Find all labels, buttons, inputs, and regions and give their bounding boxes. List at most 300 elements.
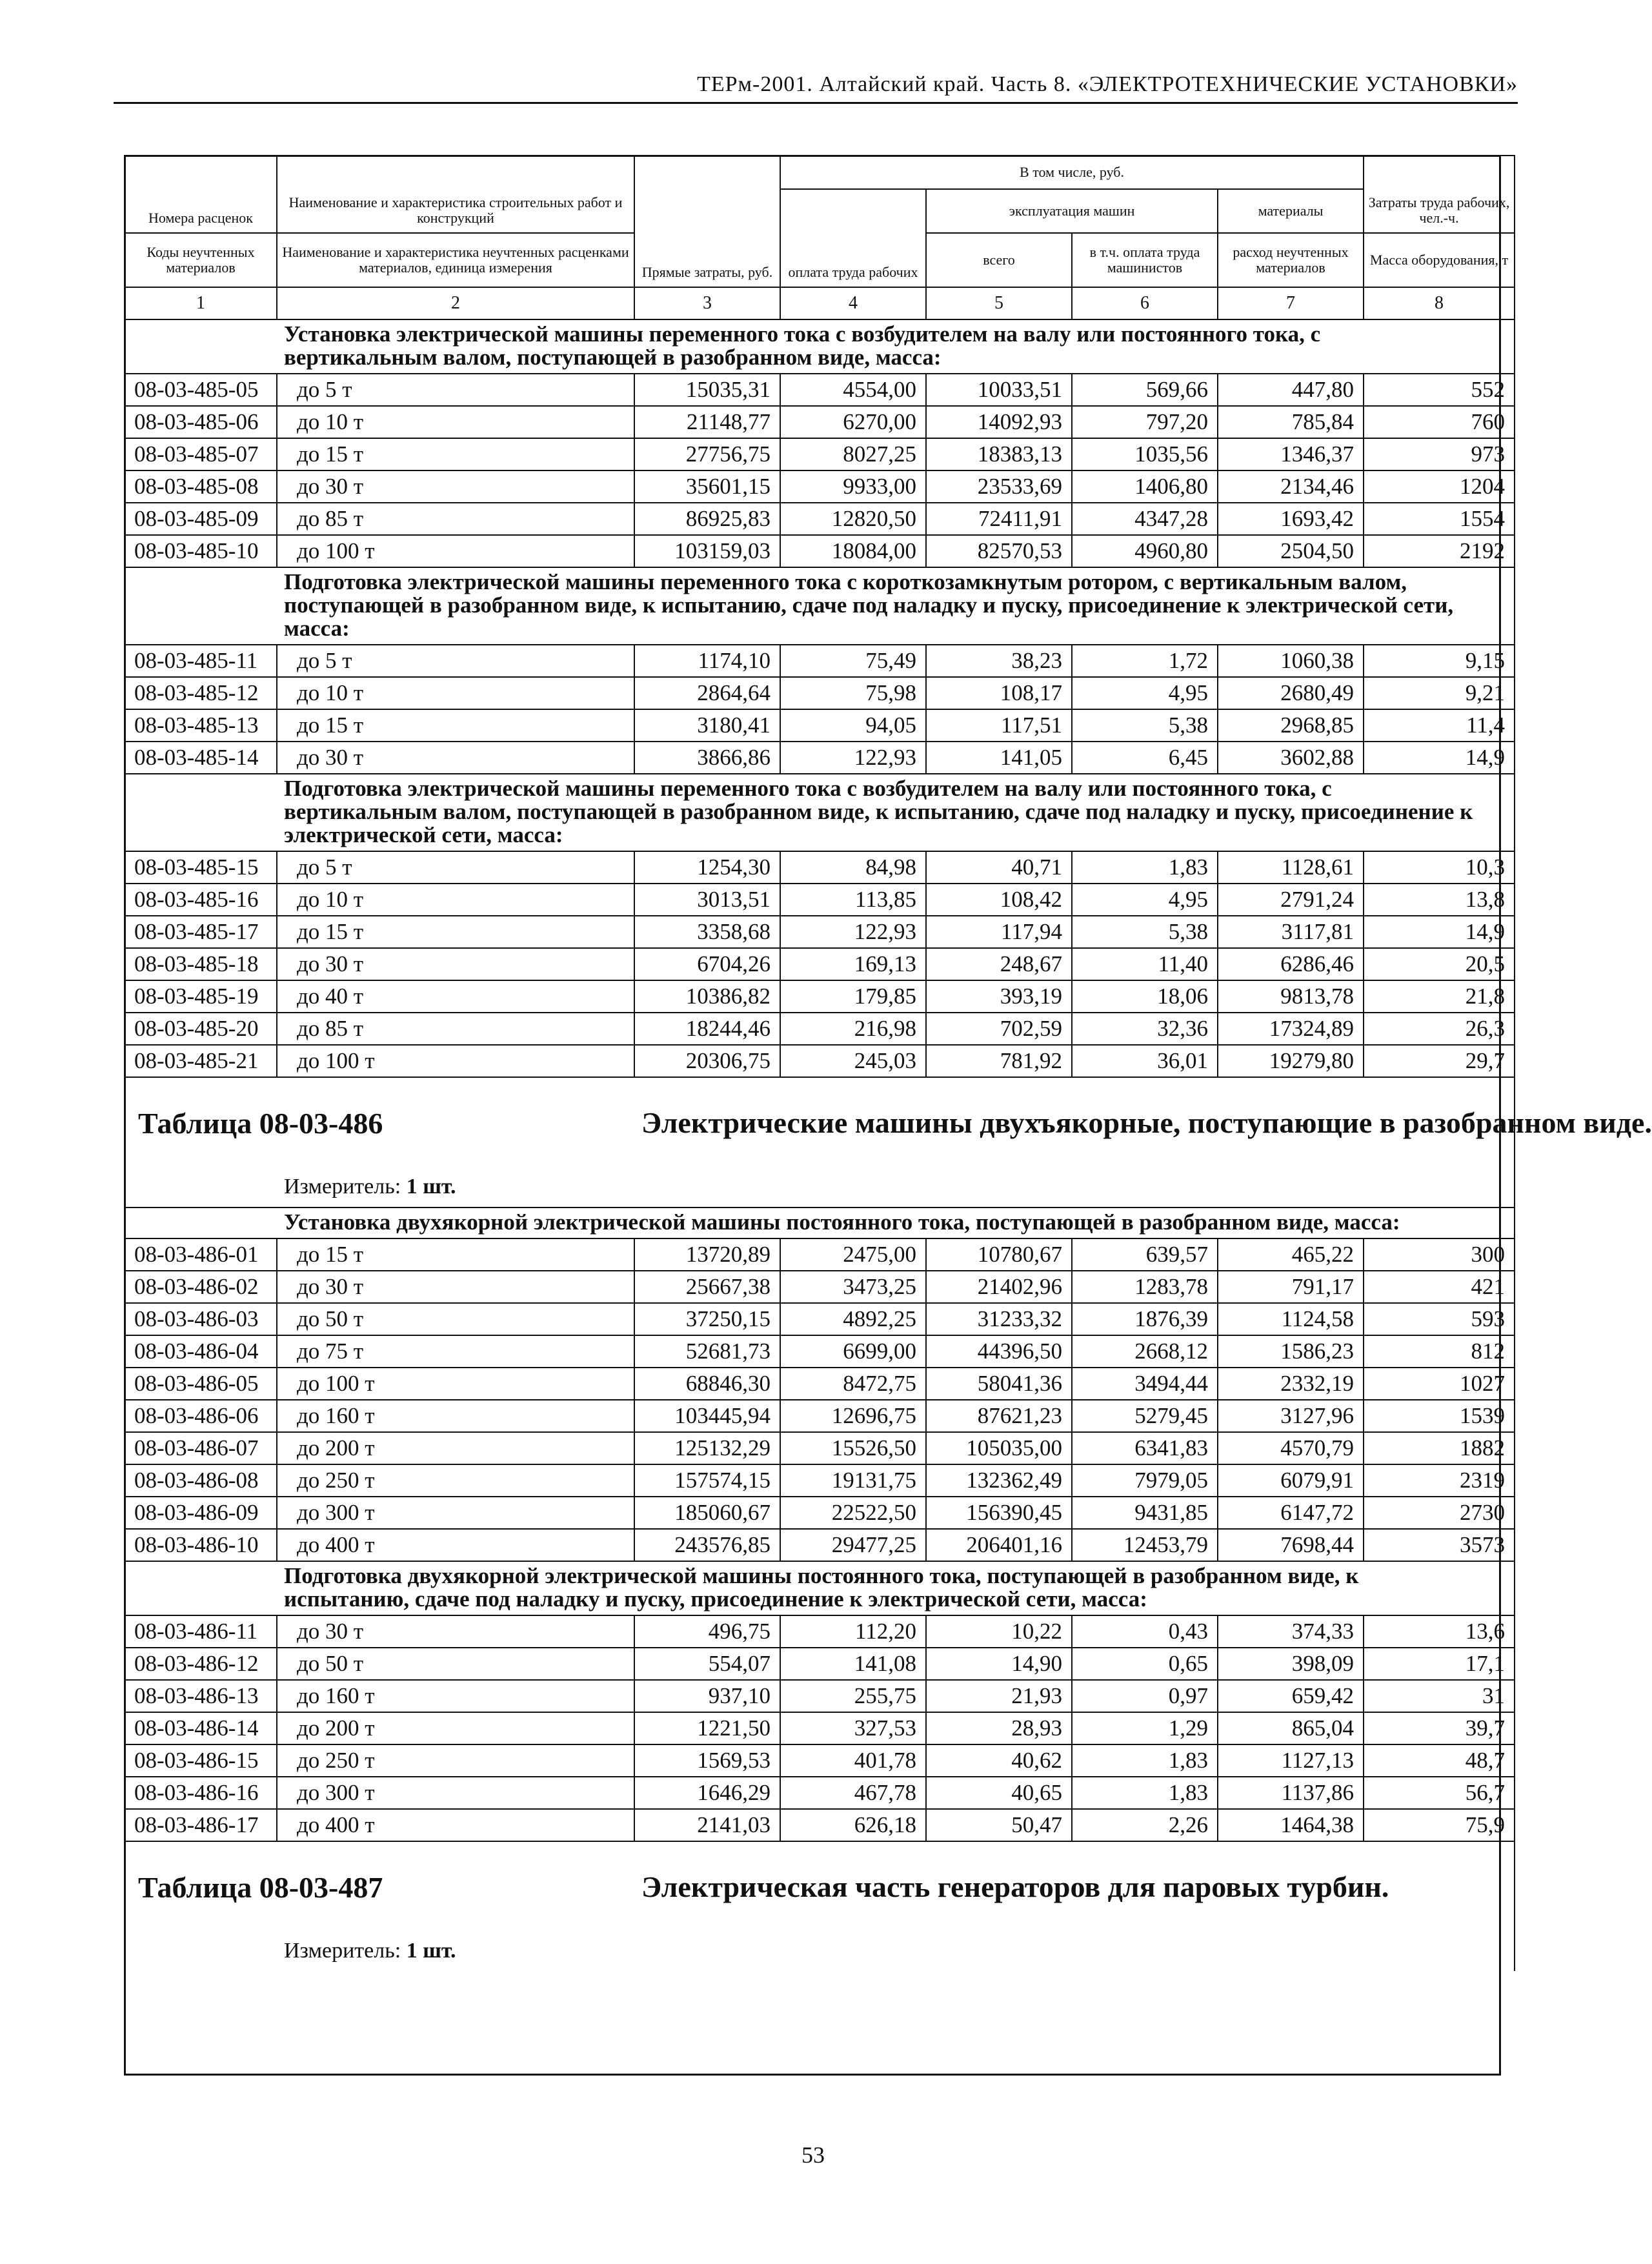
- table-row: [125, 1615, 1515, 1648]
- rate-code: 08-03-486-11: [125, 1615, 277, 1648]
- work-description: до 10 т: [277, 677, 634, 709]
- table-row: [125, 1013, 1515, 1045]
- table-row: [125, 1529, 1515, 1561]
- labor-or-mass: 17,1: [1364, 1648, 1515, 1680]
- materials-header: материалы: [1218, 189, 1364, 233]
- work-description: до 300 т: [277, 1777, 634, 1809]
- direct-costs: 496,75: [634, 1615, 780, 1648]
- materials: 3602,88: [1218, 742, 1364, 774]
- table-row: [125, 1045, 1515, 1077]
- direct-costs: 103445,94: [634, 1400, 780, 1432]
- materials: 7698,44: [1218, 1529, 1364, 1561]
- labor-wages: 113,85: [780, 884, 926, 916]
- machines-labor: 1,83: [1072, 1777, 1218, 1809]
- direct-costs: 1254,30: [634, 851, 780, 884]
- meter-label: Измеритель:: [284, 1939, 401, 1963]
- materials: 374,33: [1218, 1615, 1364, 1648]
- labor-wages: 401,78: [780, 1744, 926, 1777]
- materials: 398,09: [1218, 1648, 1364, 1680]
- direct-costs: 1569,53: [634, 1744, 780, 1777]
- rate-code: 08-03-485-15: [125, 851, 277, 884]
- labor-or-mass: 760: [1364, 406, 1515, 438]
- rate-code: 08-03-486-05: [125, 1368, 277, 1400]
- materials: 1137,86: [1218, 1777, 1364, 1809]
- machines-total: 82570,53: [926, 535, 1072, 567]
- direct-costs: 3358,68: [634, 916, 780, 948]
- materials: 1124,58: [1218, 1303, 1364, 1335]
- materials: 6079,91: [1218, 1464, 1364, 1497]
- materials: 465,22: [1218, 1238, 1364, 1271]
- rate-code: 08-03-485-11: [125, 645, 277, 677]
- labor-wages: 112,20: [780, 1615, 926, 1648]
- labor-wages: 626,18: [780, 1809, 926, 1841]
- section-row: [125, 1561, 1515, 1615]
- labor-or-mass: 552: [1364, 374, 1515, 406]
- table-row: [125, 1368, 1515, 1400]
- machines-total: 781,92: [926, 1045, 1072, 1077]
- table-row: [125, 1400, 1515, 1432]
- rate-code: 08-03-485-06: [125, 406, 277, 438]
- column-number: 3: [634, 287, 780, 319]
- labor-header: оплата труда рабочих: [780, 189, 926, 287]
- labor-or-mass: 593: [1364, 1303, 1515, 1335]
- machines-total: 40,62: [926, 1744, 1072, 1777]
- labor-wages: 12696,75: [780, 1400, 926, 1432]
- rate-code: 08-03-486-07: [125, 1432, 277, 1464]
- labor-or-mass: 300: [1364, 1238, 1515, 1271]
- table-row: [125, 1648, 1515, 1680]
- labor-wages: 122,93: [780, 916, 926, 948]
- direct-costs: 1646,29: [634, 1777, 780, 1809]
- machines-labor-header: в т.ч. оплата труда машинистов: [1072, 233, 1218, 287]
- labor-or-mass: 1204: [1364, 470, 1515, 503]
- machines-total: 393,19: [926, 980, 1072, 1013]
- labor-or-mass: 14,9: [1364, 916, 1515, 948]
- section-title: Подготовка двухякорной электрической машины постоянного тока, поступающей в разобранном виде, к испытанию, сдаче под наладку и пуску, присоединение к электрической сети, масса:: [125, 1561, 1515, 1615]
- materials: 1127,13: [1218, 1744, 1364, 1777]
- labor-wages: 75,49: [780, 645, 926, 677]
- materials: 2134,46: [1218, 470, 1364, 503]
- materials: 6286,46: [1218, 948, 1364, 980]
- work-description: до 85 т: [277, 1013, 634, 1045]
- machines-total: 21402,96: [926, 1271, 1072, 1303]
- table-row: [125, 406, 1515, 438]
- machines-labor: 4,95: [1072, 677, 1218, 709]
- machines-total: 156390,45: [926, 1497, 1072, 1529]
- rate-code: 08-03-485-21: [125, 1045, 277, 1077]
- machines-labor: 639,57: [1072, 1238, 1218, 1271]
- rates-table: [124, 155, 1652, 1971]
- table-row: [125, 374, 1515, 406]
- machines-labor: 6341,83: [1072, 1432, 1218, 1464]
- work-description: до 200 т: [277, 1432, 634, 1464]
- table-row: [125, 1464, 1515, 1497]
- labor-wages: 75,98: [780, 677, 926, 709]
- section-title: Установка двухякорной электрической машины постоянного тока, поступающей в разобранном виде, масса:: [125, 1208, 1515, 1238]
- group-header: В том числе, руб.: [780, 156, 1364, 189]
- table-row: [125, 742, 1515, 774]
- labor-or-mass: 2319: [1364, 1464, 1515, 1497]
- work-description: до 15 т: [277, 438, 634, 470]
- labor-or-mass: 21,8: [1364, 980, 1515, 1013]
- direct-costs: 21148,77: [634, 406, 780, 438]
- direct-costs: 3866,86: [634, 742, 780, 774]
- table-number: Таблица 08-03-487: [138, 1871, 383, 1904]
- table-heading-row: [125, 1077, 1515, 1208]
- labor-wages: 29477,25: [780, 1529, 926, 1561]
- machines-total: 40,71: [926, 851, 1072, 884]
- machines-total: 10780,67: [926, 1238, 1072, 1271]
- machines-total: 31233,32: [926, 1303, 1072, 1335]
- machines-labor: 4,95: [1072, 884, 1218, 916]
- column-number: 4: [780, 287, 926, 319]
- column-number: 2: [277, 287, 634, 319]
- rate-code: 08-03-485-16: [125, 884, 277, 916]
- work-description: до 10 т: [277, 884, 634, 916]
- labor-or-mass: 2730: [1364, 1497, 1515, 1529]
- work-description: до 5 т: [277, 374, 634, 406]
- machines-labor: 5279,45: [1072, 1400, 1218, 1432]
- materials: 659,42: [1218, 1680, 1364, 1712]
- materials: 791,17: [1218, 1271, 1364, 1303]
- materials: 785,84: [1218, 406, 1364, 438]
- table-heading: [125, 1077, 1652, 1208]
- work-description: до 400 т: [277, 1809, 634, 1841]
- table-heading: [125, 1841, 1515, 1971]
- machines-total-header: всего: [926, 233, 1072, 287]
- rate-code: 08-03-485-18: [125, 948, 277, 980]
- labor-or-mass: 48,7: [1364, 1744, 1515, 1777]
- materials: 2332,19: [1218, 1368, 1364, 1400]
- rate-code: 08-03-486-02: [125, 1271, 277, 1303]
- machines-header: эксплуатация машин: [926, 189, 1218, 233]
- materials: 1128,61: [1218, 851, 1364, 884]
- materials: 3117,81: [1218, 916, 1364, 948]
- section-title: Подготовка электрической машины переменного тока с возбудителем на валу или постоянного тока, с вертикальным валом, поступающей в разобранном виде, к испытанию, сдаче под наладку и пуску, присоединение к электрической сети, масса:: [125, 774, 1515, 851]
- materials: 2791,24: [1218, 884, 1364, 916]
- table-row: [125, 916, 1515, 948]
- table-row: [125, 1303, 1515, 1335]
- column-number: 5: [926, 287, 1072, 319]
- materials: 2680,49: [1218, 677, 1364, 709]
- direct-costs: 52681,73: [634, 1335, 780, 1368]
- machines-labor: 1,83: [1072, 1744, 1218, 1777]
- col1-subheader: Коды неучтенных материалов: [125, 233, 277, 287]
- table-row: [125, 503, 1515, 535]
- work-description: до 200 т: [277, 1712, 634, 1744]
- col3-header: Прямые затраты, руб.: [634, 156, 780, 287]
- machines-labor: 0,43: [1072, 1615, 1218, 1648]
- materials: 3127,96: [1218, 1400, 1364, 1432]
- work-description: до 100 т: [277, 535, 634, 567]
- materials: 1464,38: [1218, 1809, 1364, 1841]
- labor-or-mass: 29,7: [1364, 1045, 1515, 1077]
- direct-costs: 6704,26: [634, 948, 780, 980]
- labor-or-mass: 1027: [1364, 1368, 1515, 1400]
- labor-wages: 141,08: [780, 1648, 926, 1680]
- machines-labor: 3494,44: [1072, 1368, 1218, 1400]
- work-description: до 250 т: [277, 1464, 634, 1497]
- rate-code: 08-03-485-20: [125, 1013, 277, 1045]
- table-row: [125, 535, 1515, 567]
- machines-labor: 12453,79: [1072, 1529, 1218, 1561]
- column-numbers-row: [125, 287, 1515, 319]
- work-description: до 30 т: [277, 1271, 634, 1303]
- work-description: до 5 т: [277, 645, 634, 677]
- table-heading-row: [125, 1841, 1515, 1971]
- table-meter: [284, 1939, 456, 1963]
- labor-wages: 22522,50: [780, 1497, 926, 1529]
- page-number: 53: [801, 2142, 825, 2168]
- section-row: [125, 567, 1515, 645]
- direct-costs: 10386,82: [634, 980, 780, 1013]
- rate-code: 08-03-485-05: [125, 374, 277, 406]
- labor-wages: 2475,00: [780, 1238, 926, 1271]
- work-description: до 5 т: [277, 851, 634, 884]
- direct-costs: 243576,85: [634, 1529, 780, 1561]
- rate-code: 08-03-485-07: [125, 438, 277, 470]
- labor-or-mass: 3573: [1364, 1529, 1515, 1561]
- machines-total: 38,23: [926, 645, 1072, 677]
- work-description: до 400 т: [277, 1529, 634, 1561]
- direct-costs: 27756,75: [634, 438, 780, 470]
- rate-code: 08-03-485-12: [125, 677, 277, 709]
- labor-or-mass: 13,6: [1364, 1615, 1515, 1648]
- machines-total: 117,51: [926, 709, 1072, 742]
- table-row: [125, 1335, 1515, 1368]
- meter-label: Измеритель:: [284, 1175, 401, 1198]
- column-number: 8: [1364, 287, 1515, 319]
- labor-wages: 12820,50: [780, 503, 926, 535]
- materials: 2504,50: [1218, 535, 1364, 567]
- direct-costs: 68846,30: [634, 1368, 780, 1400]
- work-description: до 160 т: [277, 1680, 634, 1712]
- rate-code: 08-03-485-08: [125, 470, 277, 503]
- labor-or-mass: 26,3: [1364, 1013, 1515, 1045]
- labor-wages: 169,13: [780, 948, 926, 980]
- col1-header: Номера расценок: [125, 156, 277, 233]
- labor-wages: 4892,25: [780, 1303, 926, 1335]
- running-header: ТЕРм-2001. Алтайский край. Часть 8. «ЭЛЕКТРОТЕХНИЧЕСКИЕ УСТАНОВКИ»: [697, 72, 1518, 96]
- table-row: [125, 1497, 1515, 1529]
- labor-wages: 4554,00: [780, 374, 926, 406]
- labor-wages: 8472,75: [780, 1368, 926, 1400]
- work-description: до 30 т: [277, 948, 634, 980]
- col2-subheader: Наименование и характеристика неучтенных расценками материалов, единица измерения: [277, 233, 634, 287]
- materials: 17324,89: [1218, 1013, 1364, 1045]
- materials: 19279,80: [1218, 1045, 1364, 1077]
- meter-value: 1 шт.: [406, 1175, 456, 1198]
- table-row: [125, 851, 1515, 884]
- labor-wages: 467,78: [780, 1777, 926, 1809]
- work-description: до 15 т: [277, 1238, 634, 1271]
- machines-labor: 32,36: [1072, 1013, 1218, 1045]
- column-number: 6: [1072, 287, 1218, 319]
- labor-or-mass: 13,8: [1364, 884, 1515, 916]
- work-description: до 50 т: [277, 1303, 634, 1335]
- machines-total: 702,59: [926, 1013, 1072, 1045]
- rate-code: 08-03-486-04: [125, 1335, 277, 1368]
- table-row: [125, 645, 1515, 677]
- labor-or-mass: 812: [1364, 1335, 1515, 1368]
- rate-code: 08-03-486-16: [125, 1777, 277, 1809]
- rate-code: 08-03-486-14: [125, 1712, 277, 1744]
- machines-labor: 0,65: [1072, 1648, 1218, 1680]
- machines-labor: 9431,85: [1072, 1497, 1218, 1529]
- table-row: [125, 1809, 1515, 1841]
- work-description: до 75 т: [277, 1335, 634, 1368]
- labor-wages: 255,75: [780, 1680, 926, 1712]
- machines-total: 21,93: [926, 1680, 1072, 1712]
- col8-header: Затраты труда рабочих, чел.-ч.: [1364, 156, 1515, 233]
- machines-labor: 797,20: [1072, 406, 1218, 438]
- labor-wages: 18084,00: [780, 535, 926, 567]
- labor-or-mass: 1554: [1364, 503, 1515, 535]
- rate-code: 08-03-485-19: [125, 980, 277, 1013]
- table-row: [125, 470, 1515, 503]
- work-description: до 100 т: [277, 1045, 634, 1077]
- rate-code: 08-03-486-06: [125, 1400, 277, 1432]
- section-row: [125, 774, 1515, 851]
- labor-wages: 216,98: [780, 1013, 926, 1045]
- direct-costs: 2141,03: [634, 1809, 780, 1841]
- rate-code: 08-03-486-09: [125, 1497, 277, 1529]
- labor-or-mass: 9,21: [1364, 677, 1515, 709]
- section-title: Установка электрической машины переменного тока с возбудителем на валу или постоянного тока, с вертикальным валом, поступающей в разобранном виде, масса:: [125, 319, 1515, 374]
- materials: 1693,42: [1218, 503, 1364, 535]
- machines-labor: 36,01: [1072, 1045, 1218, 1077]
- machines-total: 108,42: [926, 884, 1072, 916]
- work-description: до 300 т: [277, 1497, 634, 1529]
- rate-code: 08-03-485-14: [125, 742, 277, 774]
- work-description: до 50 т: [277, 1648, 634, 1680]
- machines-labor: 5,38: [1072, 916, 1218, 948]
- work-description: до 15 т: [277, 916, 634, 948]
- labor-wages: 245,03: [780, 1045, 926, 1077]
- direct-costs: 13720,89: [634, 1238, 780, 1271]
- labor-wages: 3473,25: [780, 1271, 926, 1303]
- table-row: [125, 1777, 1515, 1809]
- rate-code: 08-03-485-09: [125, 503, 277, 535]
- direct-costs: 2864,64: [634, 677, 780, 709]
- machines-labor: 4960,80: [1072, 535, 1218, 567]
- rate-code: 08-03-486-10: [125, 1529, 277, 1561]
- labor-or-mass: 10,3: [1364, 851, 1515, 884]
- machines-total: 44396,50: [926, 1335, 1072, 1368]
- labor-or-mass: 56,7: [1364, 1777, 1515, 1809]
- direct-costs: 937,10: [634, 1680, 780, 1712]
- section-row: [125, 319, 1515, 374]
- machines-labor: 5,38: [1072, 709, 1218, 742]
- rate-code: 08-03-486-12: [125, 1648, 277, 1680]
- materials: 2968,85: [1218, 709, 1364, 742]
- direct-costs: 103159,03: [634, 535, 780, 567]
- machines-total: 23533,69: [926, 470, 1072, 503]
- direct-costs: 1221,50: [634, 1712, 780, 1744]
- machines-labor: 0,97: [1072, 1680, 1218, 1712]
- rate-code: 08-03-485-13: [125, 709, 277, 742]
- table-row: [125, 1744, 1515, 1777]
- column-number: 1: [125, 287, 277, 319]
- table-title: Электрические машины двухъякорные, поступающие в разобранном виде.: [641, 1106, 1652, 1139]
- machines-total: 206401,16: [926, 1529, 1072, 1561]
- table-row: [125, 1712, 1515, 1744]
- work-description: до 10 т: [277, 406, 634, 438]
- table-number: Таблица 08-03-486: [138, 1107, 383, 1140]
- table-row: [125, 1432, 1515, 1464]
- materials: 1586,23: [1218, 1335, 1364, 1368]
- labor-wages: 94,05: [780, 709, 926, 742]
- direct-costs: 86925,83: [634, 503, 780, 535]
- table-row: [125, 1271, 1515, 1303]
- direct-costs: 35601,15: [634, 470, 780, 503]
- machines-total: 248,67: [926, 948, 1072, 980]
- table-row: [125, 1238, 1515, 1271]
- direct-costs: 185060,67: [634, 1497, 780, 1529]
- machines-labor: 1283,78: [1072, 1271, 1218, 1303]
- machines-labor: 1035,56: [1072, 438, 1218, 470]
- machines-total: 87621,23: [926, 1400, 1072, 1432]
- machines-total: 50,47: [926, 1809, 1072, 1841]
- direct-costs: 3180,41: [634, 709, 780, 742]
- machines-total: 14092,93: [926, 406, 1072, 438]
- work-description: до 30 т: [277, 742, 634, 774]
- machines-labor: 1876,39: [1072, 1303, 1218, 1335]
- labor-wages: 122,93: [780, 742, 926, 774]
- rate-code: 08-03-486-01: [125, 1238, 277, 1271]
- table-row: [125, 709, 1515, 742]
- table-row: [125, 884, 1515, 916]
- materials: 1346,37: [1218, 438, 1364, 470]
- materials: 1060,38: [1218, 645, 1364, 677]
- machines-labor: 569,66: [1072, 374, 1218, 406]
- machines-total: 14,90: [926, 1648, 1072, 1680]
- machines-labor: 1406,80: [1072, 470, 1218, 503]
- rate-code: 08-03-486-03: [125, 1303, 277, 1335]
- direct-costs: 37250,15: [634, 1303, 780, 1335]
- labor-or-mass: 14,9: [1364, 742, 1515, 774]
- labor-wages: 6699,00: [780, 1335, 926, 1368]
- materials: 9813,78: [1218, 980, 1364, 1013]
- labor-or-mass: 2192: [1364, 535, 1515, 567]
- direct-costs: 157574,15: [634, 1464, 780, 1497]
- labor-wages: 9933,00: [780, 470, 926, 503]
- rate-code: 08-03-486-08: [125, 1464, 277, 1497]
- machines-labor: 1,29: [1072, 1712, 1218, 1744]
- rate-code: 08-03-485-17: [125, 916, 277, 948]
- labor-or-mass: 31: [1364, 1680, 1515, 1712]
- machines-total: 40,65: [926, 1777, 1072, 1809]
- labor-or-mass: 20,5: [1364, 948, 1515, 980]
- materials: 4570,79: [1218, 1432, 1364, 1464]
- table-title: Электрическая часть генераторов для паровых турбин.: [641, 1870, 1389, 1903]
- table-row: [125, 980, 1515, 1013]
- direct-costs: 554,07: [634, 1648, 780, 1680]
- work-description: до 250 т: [277, 1744, 634, 1777]
- direct-costs: 1174,10: [634, 645, 780, 677]
- machines-labor: 2,26: [1072, 1809, 1218, 1841]
- work-description: до 30 т: [277, 470, 634, 503]
- direct-costs: 125132,29: [634, 1432, 780, 1464]
- header-rule: [114, 102, 1518, 104]
- machines-total: 132362,49: [926, 1464, 1072, 1497]
- labor-or-mass: 9,15: [1364, 645, 1515, 677]
- work-description: до 15 т: [277, 709, 634, 742]
- machines-labor: 6,45: [1072, 742, 1218, 774]
- machines-total: 10033,51: [926, 374, 1072, 406]
- table-row: [125, 948, 1515, 980]
- labor-wages: 327,53: [780, 1712, 926, 1744]
